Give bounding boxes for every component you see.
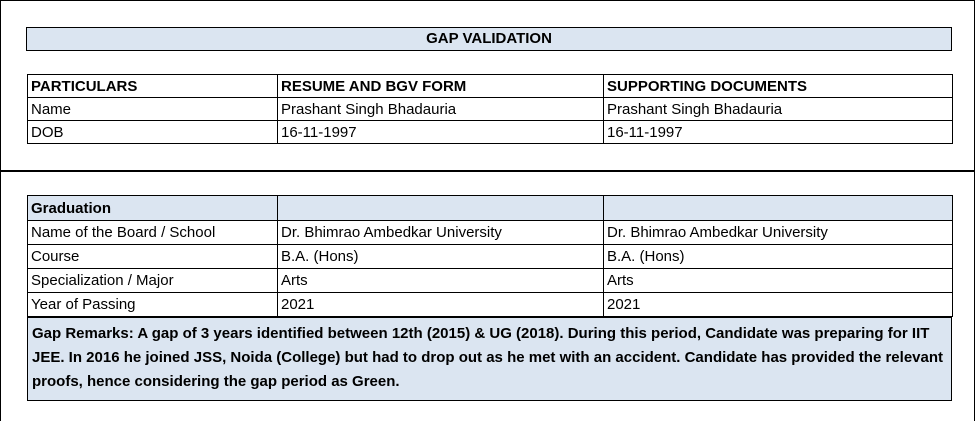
- row-label-course: Course: [28, 245, 278, 269]
- resume-name-value: Prashant Singh Bhadauria: [278, 98, 604, 121]
- docs-year-value: 2021: [604, 293, 953, 317]
- row-label-specialization: Specialization / Major: [28, 269, 278, 293]
- row-label-year: Year of Passing: [28, 293, 278, 317]
- gap-remarks: Gap Remarks: A gap of 3 years identified between 12th (2015) & UG (2018). During this period, Candidate was preparing for IIT JEE. In 2016 he joined JSS, Noida (College) but had to drop out as he met with an accident. Candidate has provided the relevant proofs, hence considering the gap period as Green.: [27, 317, 952, 401]
- row-label-dob: DOB: [28, 121, 278, 144]
- docs-dob-value: 16-11-1997: [604, 121, 953, 144]
- resume-dob-value: 16-11-1997: [278, 121, 604, 144]
- table-row: [28, 245, 953, 269]
- docs-course-value: B.A. (Hons): [604, 245, 953, 269]
- graduation-table: [27, 195, 953, 317]
- resume-year-value: 2021: [278, 293, 604, 317]
- graduation-header-blank-1: [278, 196, 604, 221]
- resume-board-value: Dr. Bhimrao Ambedkar University: [278, 221, 604, 245]
- graduation-header-row: [28, 196, 953, 221]
- table-row: [28, 293, 953, 317]
- table-row: [28, 221, 953, 245]
- graduation-header-blank-2: [604, 196, 953, 221]
- gap-validation-panel: [0, 0, 975, 171]
- row-label-name: Name: [28, 98, 278, 121]
- docs-board-value: Dr. Bhimrao Ambedkar University: [604, 221, 953, 245]
- header-resume-bgv-form: RESUME AND BGV FORM: [278, 75, 604, 98]
- table-row: [28, 98, 953, 121]
- page-title: GAP VALIDATION: [26, 27, 952, 51]
- particulars-table: [27, 74, 953, 144]
- row-label-board: Name of the Board / School: [28, 221, 278, 245]
- table-header-row: [28, 75, 953, 98]
- graduation-panel: [0, 171, 975, 421]
- graduation-heading: Graduation: [28, 196, 278, 221]
- table-row: [28, 121, 953, 144]
- resume-course-value: B.A. (Hons): [278, 245, 604, 269]
- header-particulars: PARTICULARS: [28, 75, 278, 98]
- docs-name-value: Prashant Singh Bhadauria: [604, 98, 953, 121]
- table-row: [28, 269, 953, 293]
- resume-specialization-value: Arts: [278, 269, 604, 293]
- docs-specialization-value: Arts: [604, 269, 953, 293]
- header-supporting-documents: SUPPORTING DOCUMENTS: [604, 75, 953, 98]
